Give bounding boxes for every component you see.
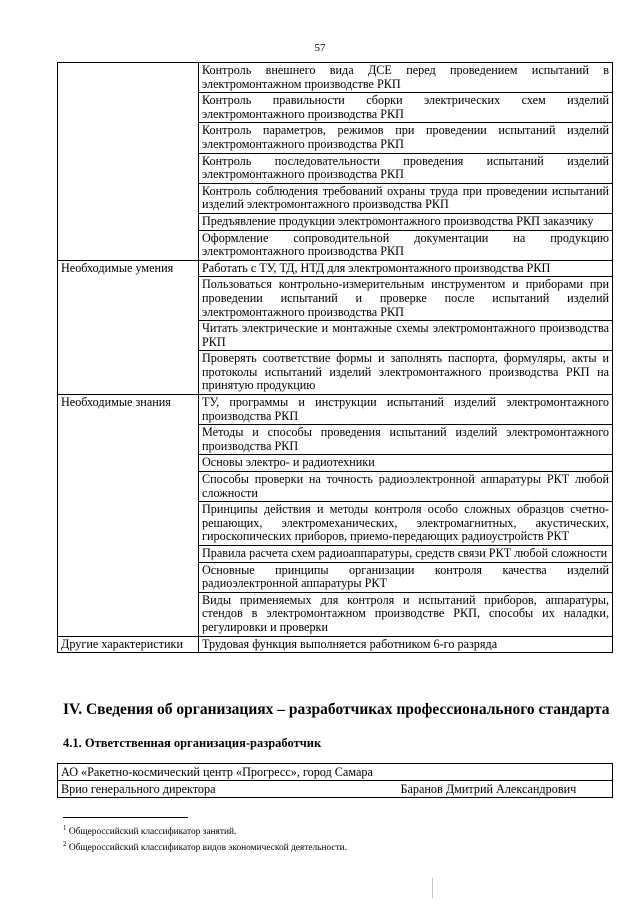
table-row	[58, 63, 613, 93]
requirements-table	[57, 62, 613, 653]
row-text: ТУ, программы и инструкции испытаний изделий электромонтажного производства РКП	[199, 395, 613, 425]
row-label	[58, 63, 199, 261]
row-text: Виды применяемых для контроля и испытаний приборов, аппаратуры, стендов в электромонтажном производстве РКП, способы их наладки, регулировки и проверки	[199, 592, 613, 636]
row-text: Контроль параметров, режимов при проведении испытаний изделий электромонтажного производства РКП	[199, 123, 613, 153]
footnote	[63, 822, 347, 838]
row-text: Контроль последовательности проведения испытаний изделий электромонтажного производства РКП	[199, 153, 613, 183]
table-row	[58, 636, 613, 653]
row-text: Трудовая функция выполняется работником 6-го разряда	[199, 636, 613, 653]
organization-table	[57, 763, 613, 798]
footnotes	[63, 822, 347, 854]
row-text: Проверять соответствие формы и заполнять паспорта, формуляры, акты и протоколы испытаний изделий электромонтажного производства РКП на принятую продукцию	[199, 351, 613, 395]
footnote-text: Общероссийский классификатор занятий.	[66, 827, 237, 838]
table-row	[58, 395, 613, 425]
table-row	[58, 260, 613, 277]
organization-position: Врио генерального директора	[58, 781, 398, 798]
row-text: Пользоваться контрольно-измерительным инструментом и приборами при проведении испытаний и проверке после испытаний изделий электромонтажного производства РКП	[199, 277, 613, 321]
row-text: Предъявление продукции электромонтажного производства РКП заказчику	[199, 213, 613, 230]
row-text: Контроль внешнего вида ДСЕ перед проведением испытаний в электромонтажном производстве РКП	[199, 63, 613, 93]
row-text: Работать с ТУ, ТД, НТД для электромонтажного производства РКП	[199, 260, 613, 277]
organization-person: Баранов Дмитрий Александрович	[398, 781, 613, 798]
row-text: Контроль правильности сборки электрических схем изделий электромонтажного производства РКП	[199, 93, 613, 123]
table-row	[58, 764, 613, 781]
page-number: 57	[314, 42, 326, 54]
row-text: Принципы действия и методы контроля особо сложных образцов счетно-решающих, электромеханических, электромагнитных, акустических, гироскопических приборов, приемо-передающих радиоустройств РКТ	[199, 502, 613, 546]
row-label-other: Другие характеристики	[58, 636, 199, 653]
row-label-skills: Необходимые умения	[58, 260, 199, 394]
footnote-mark: 2	[63, 840, 67, 849]
table-row	[58, 781, 613, 798]
row-text: Читать электрические и монтажные схемы электромонтажного производства РКП	[199, 321, 613, 351]
subsection-title: 4.1. Ответственная организация-разработчик	[63, 736, 322, 750]
row-text: Основы электро- и радиотехники	[199, 455, 613, 472]
row-text: Контроль соблюдения требований охраны труда при проведении испытаний изделий электромонтажного производства РКП	[199, 183, 613, 213]
row-text: Способы проверки на точность радиоэлектронной аппаратуры РКТ любой сложности	[199, 472, 613, 502]
footnote-mark: 1	[63, 824, 67, 832]
organization-name: АО «Ракетно-космический центр «Прогресс», город Самара	[58, 764, 398, 781]
row-text: Правила расчета схем радиоаппаратуры, средств связи РКТ любой сложности	[199, 546, 613, 563]
row-text: Оформление сопроводительной документации на продукцию электромонтажного производства РКП	[199, 230, 613, 260]
organization-name-spacer	[398, 764, 613, 781]
row-label-knowledge: Необходимые знания	[58, 395, 199, 637]
scan-artifact	[432, 878, 433, 898]
row-text: Методы и способы проведения испытаний изделий электромонтажного производства РКП	[199, 425, 613, 455]
section-title: IV. Сведения об организациях – разработчиках профессионального стандарта	[63, 701, 610, 718]
row-text: Основные принципы организации контроля качества изделий радиоэлектронной аппаратуры РКТ	[199, 562, 613, 592]
footnote	[63, 838, 347, 854]
footnote-text: Общероссийский классификатор видов экономической деятельности.	[66, 843, 348, 854]
footnote-divider	[63, 817, 188, 818]
